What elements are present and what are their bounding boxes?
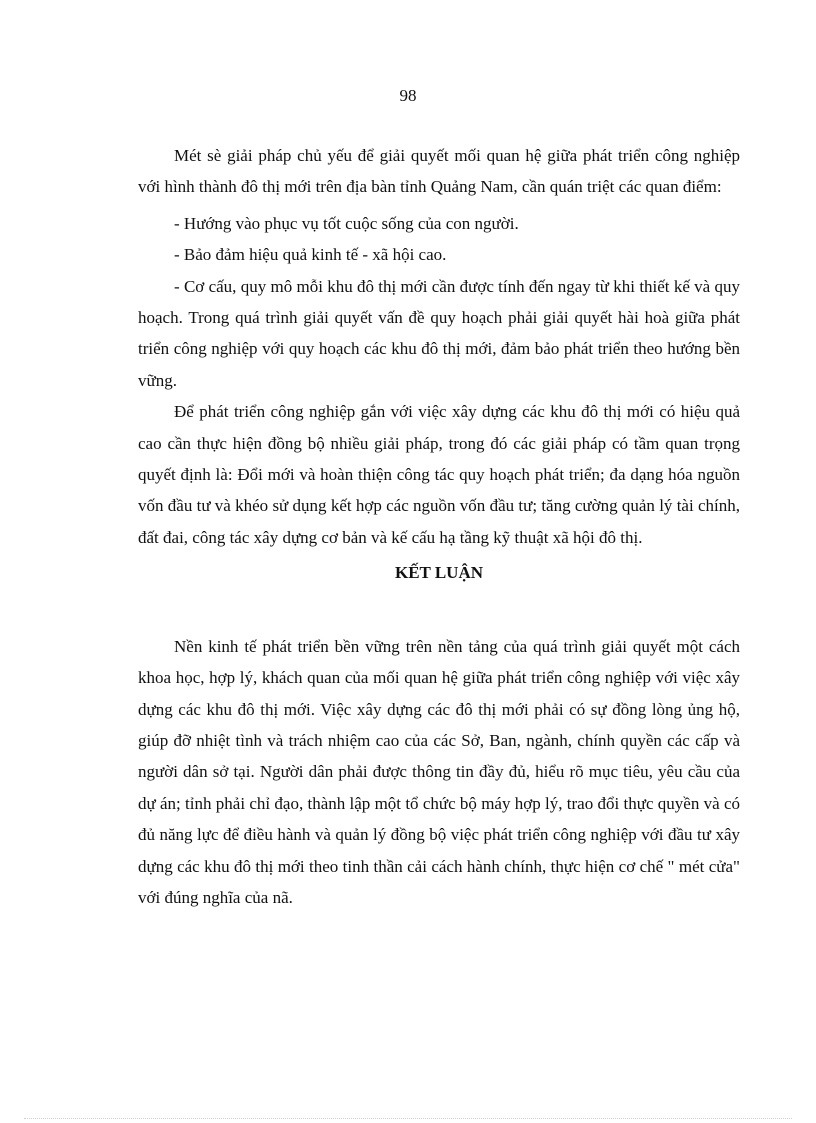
conclusion-paragraph: Nền kinh tế phát triển bền vững trên nền tảng của quá trình giải quyết một cách khoa học, hợp lý, khách quan của mối quan hệ giữa phát triển công nghiệp với việc xây dựng các khu đô thị mới. Việc xây dựng các đô thị mới phải có sự đồng lòng ủng hộ, giúp đỡ nhiệt tình và trách nhiệm cao của các Sở, Ban, ngành, chính quyền các cấp và người dân sở tại. Người dân phải được thông tin đầy đủ, hiểu rõ mục tiêu, yêu cầu của dự án; tỉnh phải chỉ đạo, thành lập một tổ chức bộ máy hợp lý, trao đổi thực quyền và có đủ năng lực để điều hành và quản lý đồng bộ việc phát triển công nghiệp với đầu tư xây dựng các khu đô thị mới theo tinh thần cải cách hành chính, thực hiện cơ chế " mét cửa" với đúng nghĩa của nã. bbox=[138, 636, 740, 907]
document-body bbox=[138, 140, 740, 913]
solutions-paragraph: Để phát triển công nghiệp gắn với việc xây dựng các khu đô thị mới có hiệu quả cao cần thực hiện đồng bộ nhiều giải pháp, trong đó các giải pháp có tầm quan trọng quyết định là: Đổi mới và hoàn thiện công tác quy hoạch phát triển; đa dạng hóa nguồn vốn đầu tư và khéo sử dụng kết hợp các nguồn vốn đầu tư; tăng cường quản lý tài chính, đất đai, công tác xây dựng cơ bản và kế cấu hạ tầng kỹ thuật xã hội đô thị. bbox=[138, 402, 740, 547]
bullet-item-efficiency: - Bảo đảm hiệu quả kinh tế - xã hội cao. bbox=[174, 245, 447, 265]
conclusion-heading: KẾT LUẬN bbox=[394, 563, 483, 583]
bullet-item-structure: - Cơ cấu, quy mô mỗi khu đô thị mới cần được tính đến ngay từ khi thiết kế và quy hoạch. Trong quá trình giải quyết vấn đề quy hoạch phải giải quyết hài hoà giữa phát triển công nghiệp với quy hoạch các khu đô thị mới, đảm bảo phát triển theo hướng bền vững. bbox=[138, 276, 740, 390]
intro-paragraph: Mét sè giải pháp chủ yếu để giải quyết mối quan hệ giữa phát triển công nghiệp với hình thành đô thị mới trên địa bàn tỉnh Quảng Nam, cần quán triệt các quan điểm: bbox=[138, 146, 740, 197]
page-bottom-divider bbox=[24, 1118, 792, 1119]
bullet-item-people: - Hướng vào phục vụ tốt cuộc sống của con người. bbox=[174, 213, 519, 233]
page-number: 98 bbox=[399, 86, 417, 105]
